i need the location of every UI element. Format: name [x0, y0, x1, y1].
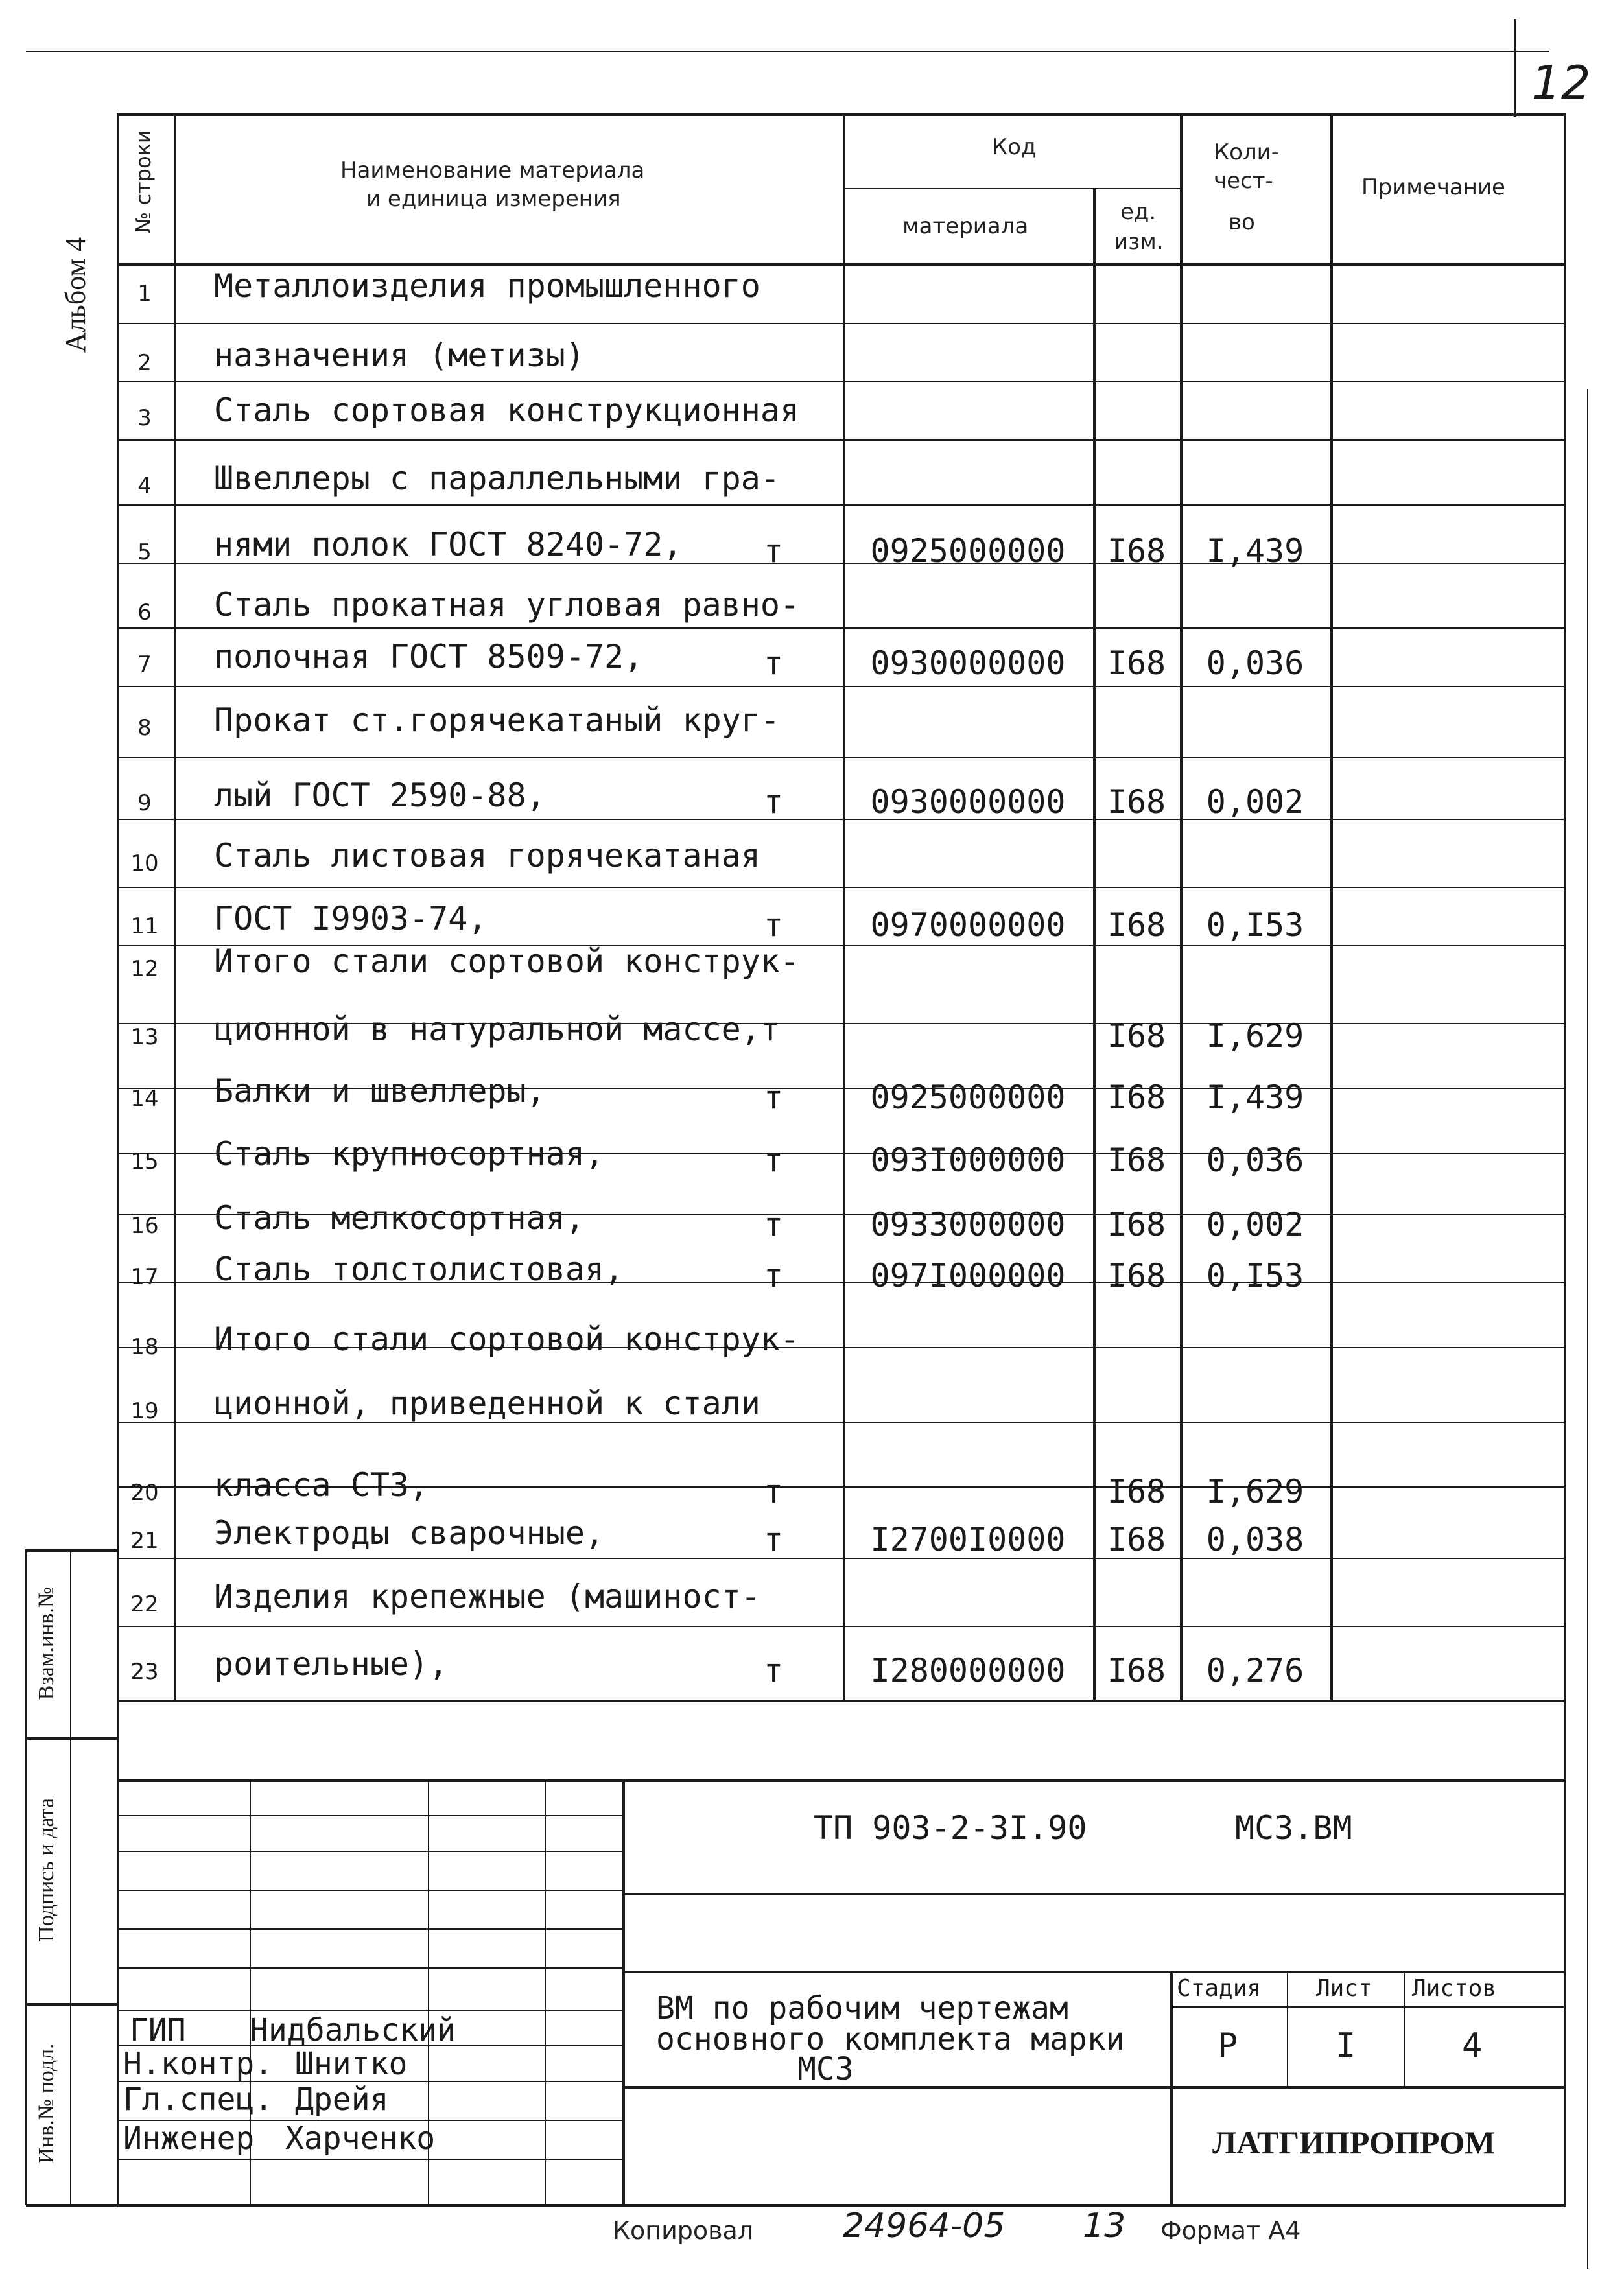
qty-header-line2: чест-: [1214, 168, 1273, 194]
row-name: Изделия крепежные (машиност-: [214, 1578, 760, 1615]
note-header: Примечание: [1361, 174, 1505, 200]
row-number: 2: [137, 350, 152, 376]
document-code: ТП 903-2-3I.90: [814, 1809, 1087, 1847]
side-stamp-inner: [70, 1549, 71, 2205]
signature-name-4: Харченко: [285, 2120, 436, 2157]
name-header-line1: Наименование материала: [340, 158, 645, 183]
row-unit-code: I68: [1107, 1079, 1166, 1116]
row-divider: [117, 381, 1566, 382]
row-unit-code: I68: [1107, 1652, 1166, 1689]
row-code: 0930000000: [870, 644, 1066, 682]
row-number: 8: [137, 715, 152, 741]
row-name: назначения (метизы): [214, 336, 585, 374]
row-name: Сталь прокатная угловая равно-: [214, 586, 800, 624]
row-divider: [117, 819, 1566, 820]
row-quantity: 0,276: [1206, 1652, 1304, 1689]
row-code: 0925000000: [870, 1079, 1066, 1116]
side-stamp-left: [25, 1549, 27, 2205]
row-number: 6: [137, 600, 152, 626]
signature-role-4: Инженер: [123, 2120, 255, 2157]
row-name: ционной, приведенной к стали: [214, 1385, 760, 1422]
row-number: 1: [137, 281, 152, 307]
title-sign-row-3: [117, 1890, 622, 1891]
row-divider: [117, 1214, 1566, 1215]
album-label: Альбом 4: [60, 237, 91, 353]
row-unit-letter: т: [764, 906, 784, 944]
row-divider: [117, 686, 1566, 687]
row-unit-code: I68: [1107, 906, 1166, 944]
row-code: I2700I0000: [870, 1521, 1066, 1558]
row-divider: [117, 1486, 1566, 1488]
row-unit-letter: т: [764, 783, 784, 821]
title-desc-right: [1170, 1971, 1173, 2204]
title-sign-row-1: [117, 1815, 622, 1816]
sheet-value: I: [1336, 2026, 1356, 2065]
title-sign-row-5: [117, 1967, 622, 1969]
row-name: полочная ГОСТ 8509-72,: [214, 638, 644, 675]
row-number: 5: [137, 539, 152, 565]
row-number: 21: [130, 1528, 159, 1554]
row-number: 9: [137, 790, 152, 816]
row-number: 12: [130, 956, 159, 982]
row-name: Сталь сортовая конструкционная: [214, 392, 800, 429]
row-name: Сталь листовая горячекатаная: [214, 837, 760, 874]
row-number: 4: [137, 473, 152, 499]
row-quantity: 0,I53: [1206, 1257, 1304, 1295]
row-code: 0933000000: [870, 1206, 1066, 1243]
copied-label: Копировал: [613, 2216, 754, 2245]
title-desc-bottom: [622, 2086, 1566, 2089]
format-label: Формат А4: [1160, 2216, 1301, 2245]
row-divider: [117, 887, 1566, 888]
row-divider: [117, 627, 1566, 629]
row-name: Итого стали сортовой конструк-: [214, 943, 800, 980]
row-name: Сталь крупносортная,: [214, 1135, 605, 1173]
row-divider: [117, 1347, 1566, 1348]
stage-value: Р: [1218, 2026, 1238, 2065]
row-number: 3: [137, 405, 152, 431]
row-unit-code: I68: [1107, 532, 1166, 570]
page-number: 12: [1531, 56, 1591, 110]
row-code: 0970000000: [870, 906, 1066, 944]
row-unit-code: I68: [1107, 644, 1166, 682]
row-divider: [117, 439, 1566, 441]
title-code-bottom: [622, 1893, 1566, 1895]
row-quantity: 0,036: [1206, 1142, 1304, 1179]
row-unit-letter: т: [764, 644, 784, 682]
row-code: 097I000000: [870, 1257, 1066, 1295]
row-divider: [117, 757, 1566, 758]
row-number: 22: [130, 1591, 159, 1617]
row-divider: [117, 323, 1566, 324]
row-divider: [117, 1422, 1566, 1423]
row-divider: [117, 945, 1566, 946]
qty-header-line1: Коли-: [1214, 139, 1280, 165]
document-mark: МС3.ВМ: [1235, 1809, 1352, 1847]
title-col-3: [545, 1779, 546, 2204]
title-stage-sep-2: [1404, 1971, 1405, 2086]
inv-label: Инв.№ подл.: [34, 2043, 58, 2164]
title-sign-row-2: [117, 1851, 622, 1852]
table-bottom: [117, 1700, 1566, 1702]
row-name: ГОСТ I9903-74,: [214, 900, 488, 937]
row-divider: [117, 1088, 1566, 1089]
row-unit-code: I68: [1107, 1473, 1166, 1510]
row-quantity: I,439: [1206, 1079, 1304, 1116]
row-name: Прокат ст.горячекатаный круг-: [214, 701, 780, 739]
row-quantity: I,629: [1206, 1017, 1304, 1055]
title-block-top: [117, 1779, 1566, 1782]
title-block-bottom: [26, 2204, 1566, 2207]
row-name: класса СТ3,: [214, 1466, 429, 1504]
row-name: Электроды сварочные,: [214, 1514, 605, 1552]
row-unit-letter: т: [764, 1521, 784, 1558]
row-number: 23: [130, 1659, 159, 1685]
row-divider: [117, 1626, 1566, 1627]
sheets-label: Листов: [1412, 1975, 1497, 2002]
title-sign-row-4: [117, 1928, 622, 1930]
sheet-label: Лист: [1316, 1975, 1372, 2002]
row-unit-letter: т: [764, 1652, 784, 1689]
row-code: 0925000000: [870, 532, 1066, 570]
unit-header-line1: ед.: [1120, 199, 1157, 225]
row-divider: [117, 563, 1566, 564]
title-stage-label-bottom: [1170, 2006, 1566, 2008]
signature-name-1: Нидбальский: [250, 2012, 456, 2048]
row-number: 20: [130, 1480, 159, 1506]
code-material-header: материала: [902, 213, 1029, 239]
title-stage-top: [622, 1971, 1566, 1973]
signature-name-3: Дрейя: [295, 2081, 389, 2118]
signature-role-1: ГИП: [130, 2012, 186, 2048]
row-number: 19: [130, 1398, 159, 1424]
organization-name: ЛАТГИПРОПРОМ: [1212, 2124, 1496, 2161]
signature-name-2: Шнитко: [295, 2046, 408, 2082]
row-divider: [117, 504, 1566, 506]
row-unit-code: I68: [1107, 1142, 1166, 1179]
row-unit-letter: т: [764, 1206, 784, 1243]
row-name: Балки и швеллеры,: [214, 1072, 546, 1110]
description-line1: ВМ по рабочим чертежам: [656, 1990, 1068, 2026]
row-code: 093I000000: [870, 1142, 1066, 1179]
row-number: 17: [130, 1264, 159, 1290]
row-unit-letter: т: [764, 532, 784, 570]
row-unit-letter: т: [764, 1079, 784, 1116]
row-unit-code: I68: [1107, 783, 1166, 821]
row-unit-letter: т: [764, 1473, 784, 1510]
archive-number: 24964-05: [843, 2207, 1006, 2245]
row-name: нями полок ГОСТ 8240-72,: [214, 526, 683, 563]
signature-role-3: Гл.спец.: [123, 2081, 274, 2118]
row-number: 15: [130, 1149, 159, 1175]
name-header-line2: и единица измерения: [366, 186, 621, 212]
title-sign-row-6: [117, 2010, 622, 2011]
row-number: 13: [130, 1024, 159, 1050]
title-col-4: [622, 1779, 625, 2204]
row-number: 10: [130, 850, 159, 876]
row-divider: [117, 1153, 1566, 1154]
row-divider: [117, 1558, 1566, 1559]
vzam-label: Взам.инв.№: [34, 1586, 58, 1700]
row-unit-code: I68: [1107, 1206, 1166, 1243]
description-line3: МС3: [797, 2051, 854, 2087]
row-quantity: 0,038: [1206, 1521, 1304, 1558]
row-unit-letter: т: [764, 1142, 784, 1179]
row-name: Металлоизделия промышленного: [214, 267, 760, 305]
row-name: ционной в натуральной массе,т: [214, 1011, 780, 1048]
row-unit-code: I68: [1107, 1257, 1166, 1295]
code-header: Код: [992, 134, 1037, 160]
unit-header-line2: изм.: [1114, 229, 1164, 255]
row-unit-code: I68: [1107, 1017, 1166, 1055]
row-quantity: 0,I53: [1206, 906, 1304, 944]
signature-role-2: Н.контр.: [123, 2046, 274, 2082]
row-divider: [117, 1282, 1566, 1283]
row-number: 11: [130, 913, 159, 939]
row-name: Сталь толстолистовая,: [214, 1250, 624, 1288]
row-code: 0930000000: [870, 783, 1066, 821]
row-divider: [117, 1023, 1566, 1024]
row-quantity: I,629: [1206, 1473, 1304, 1510]
row-name: роительные),: [214, 1645, 449, 1683]
row-quantity: 0,036: [1206, 644, 1304, 682]
row-number: 7: [137, 651, 152, 677]
qty-header-line3: во: [1229, 209, 1255, 235]
podpis-label: Подпись и дата: [34, 1798, 58, 1942]
row-name: Сталь мелкосортная,: [214, 1199, 585, 1237]
row-number: 18: [130, 1334, 159, 1360]
archive-number-2: 13: [1083, 2207, 1126, 2245]
row-quantity: 0,002: [1206, 1206, 1304, 1243]
row-quantity: 0,002: [1206, 783, 1304, 821]
row-code: I280000000: [870, 1652, 1066, 1689]
row-number: 14: [130, 1086, 159, 1112]
row-unit-letter: т: [764, 1257, 784, 1295]
row-quantity: I,439: [1206, 532, 1304, 570]
row-unit-code: I68: [1107, 1521, 1166, 1558]
sheets-value: 4: [1462, 2026, 1483, 2065]
row-number: 16: [130, 1213, 159, 1239]
stage-label: Стадия: [1177, 1975, 1262, 2002]
title-stage-sep-1: [1287, 1971, 1288, 2086]
description-line2: основного комплекта марки: [656, 2021, 1125, 2057]
title-sign-row-10: [117, 2159, 622, 2160]
row-name: Швеллеры с параллельными гра-: [214, 460, 780, 497]
row-name: лый ГОСТ 2590-88,: [214, 777, 546, 814]
row-number-header: № строки: [131, 130, 156, 233]
row-name: Итого стали сортовой конструк-: [214, 1320, 800, 1358]
